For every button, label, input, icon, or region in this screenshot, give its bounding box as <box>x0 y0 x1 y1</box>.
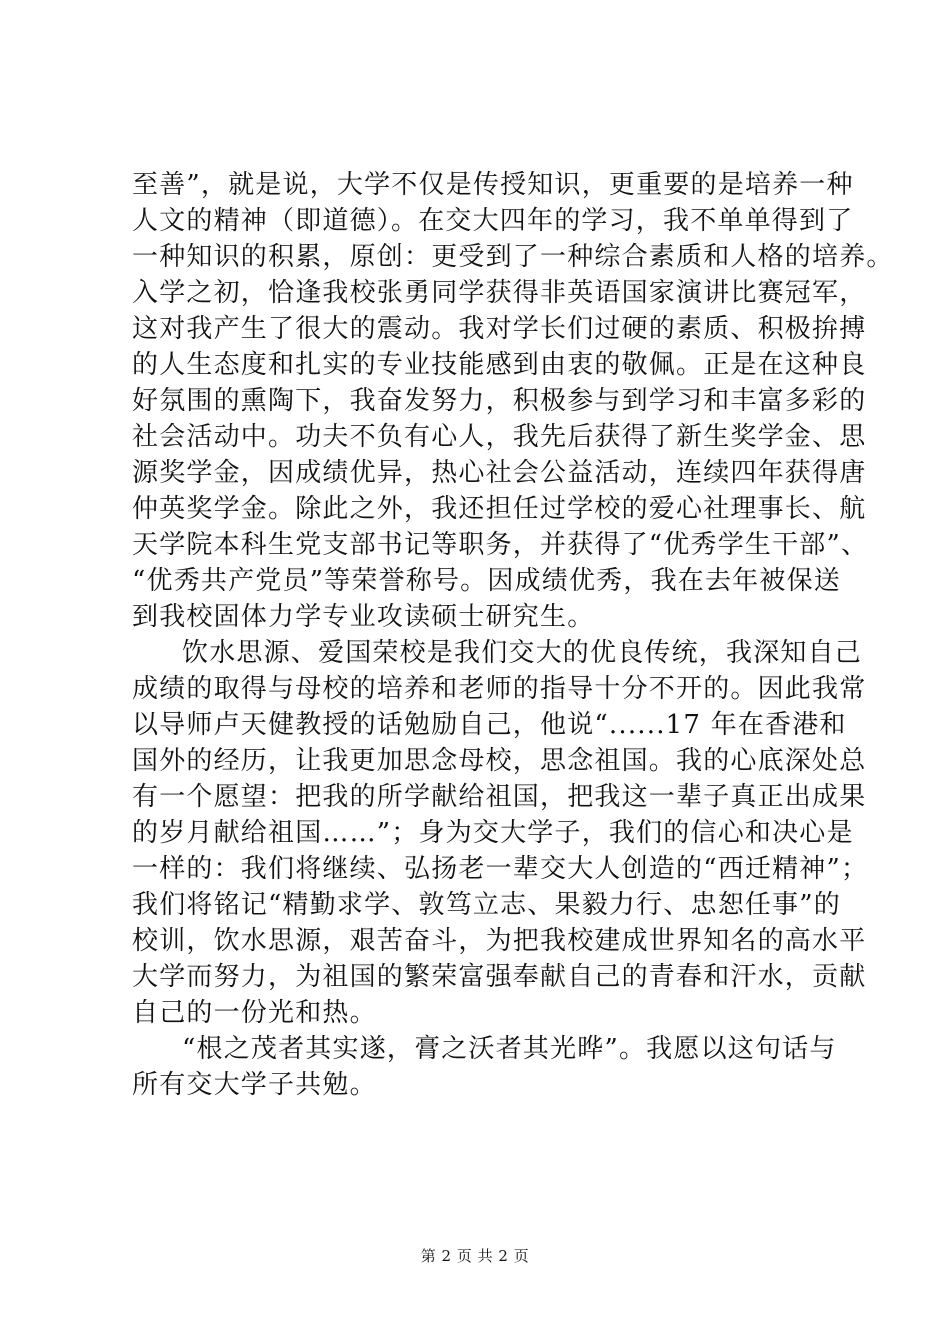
text-line: “优秀共产党员”等荣誉称号。因成绩优秀，我在去年被保送 <box>132 566 841 596</box>
text-line: 成绩的取得与母校的培养和老师的指导十分不开的。因此我常 <box>132 674 867 704</box>
text-line: 一样的：我们将继续、弘扬老一辈交大人创造的“西迁精神”； <box>132 854 869 884</box>
text-line: 仲英奖学金。除此之外，我还担任过学校的爱心社理事长、航 <box>132 494 867 524</box>
text-line: 好氛围的熏陶下，我奋发努力，积极参与到学习和丰富多彩的 <box>132 386 867 416</box>
text-line: 源奖学金，因成绩优异，热心社会公益活动，连续四年获得唐 <box>132 458 867 488</box>
text-line: 所有交大学子共勉。 <box>132 1070 377 1100</box>
text-line: 有一个愿望：把我的所学献给祖国，把我这一辈子真正出成果 <box>132 782 867 812</box>
text-line: 一种知识的积累，原创：更受到了一种综合素质和人格的培养。 <box>132 242 894 272</box>
text-line: 国外的经历，让我更加思念母校，思念祖国。我的心底深处总 <box>132 746 867 776</box>
text-line: 大学而努力，为祖国的繁荣富强奉献自己的青春和汗水，贡献 <box>132 962 867 992</box>
text-line: 天学院本科生党支部书记等职务，并获得了“优秀学生干部”、 <box>132 530 869 560</box>
text-line: 以导师卢天健教授的话勉励自己，他说“......17 年在香港和 <box>132 710 847 740</box>
text-line: 校训，饮水思源，艰苦奋斗，为把我校建成世界知名的高水平 <box>132 926 867 956</box>
paragraph-first-line: 饮水思源、爱国荣校是我们交大的优良传统，我深知自己 <box>182 638 863 668</box>
text-line: 社会活动中。功夫不负有心人，我先后获得了新生奖学金、思 <box>132 422 867 452</box>
text-line: 自己的一份光和热。 <box>132 998 377 1028</box>
text-line: 人文的精神（即道德）。在交大四年的学习，我不单单得到了 <box>132 206 854 236</box>
text-line: 至善”，就是说，大学不仅是传授知识，更重要的是培养一种 <box>132 170 854 200</box>
text-line: 入学之初，恰逢我校张勇同学获得非英语国家演讲比赛冠军， <box>132 278 867 308</box>
text-line: 到我校固体力学专业攻读硕士研究生。 <box>132 602 595 632</box>
text-line: 我们将铭记“精勤求学、敦笃立志、果毅力行、忠恕任事”的 <box>132 890 841 920</box>
page-footer: 第 2 页 共 2 页 <box>420 1247 530 1265</box>
text-line: 这对我产生了很大的震动。我对学长们过硬的素质、积极拚搏 <box>132 314 867 344</box>
text-line: 的岁月献给祖国……”；身为交大学子，我们的信心和决心是 <box>132 818 854 848</box>
text-line: 的人生态度和扎实的专业技能感到由衷的敬佩。正是在这种良 <box>132 350 867 380</box>
paragraph-first-line: “根之茂者其实遂，膏之沃者其光晔”。我愿以这句话与 <box>182 1034 837 1064</box>
